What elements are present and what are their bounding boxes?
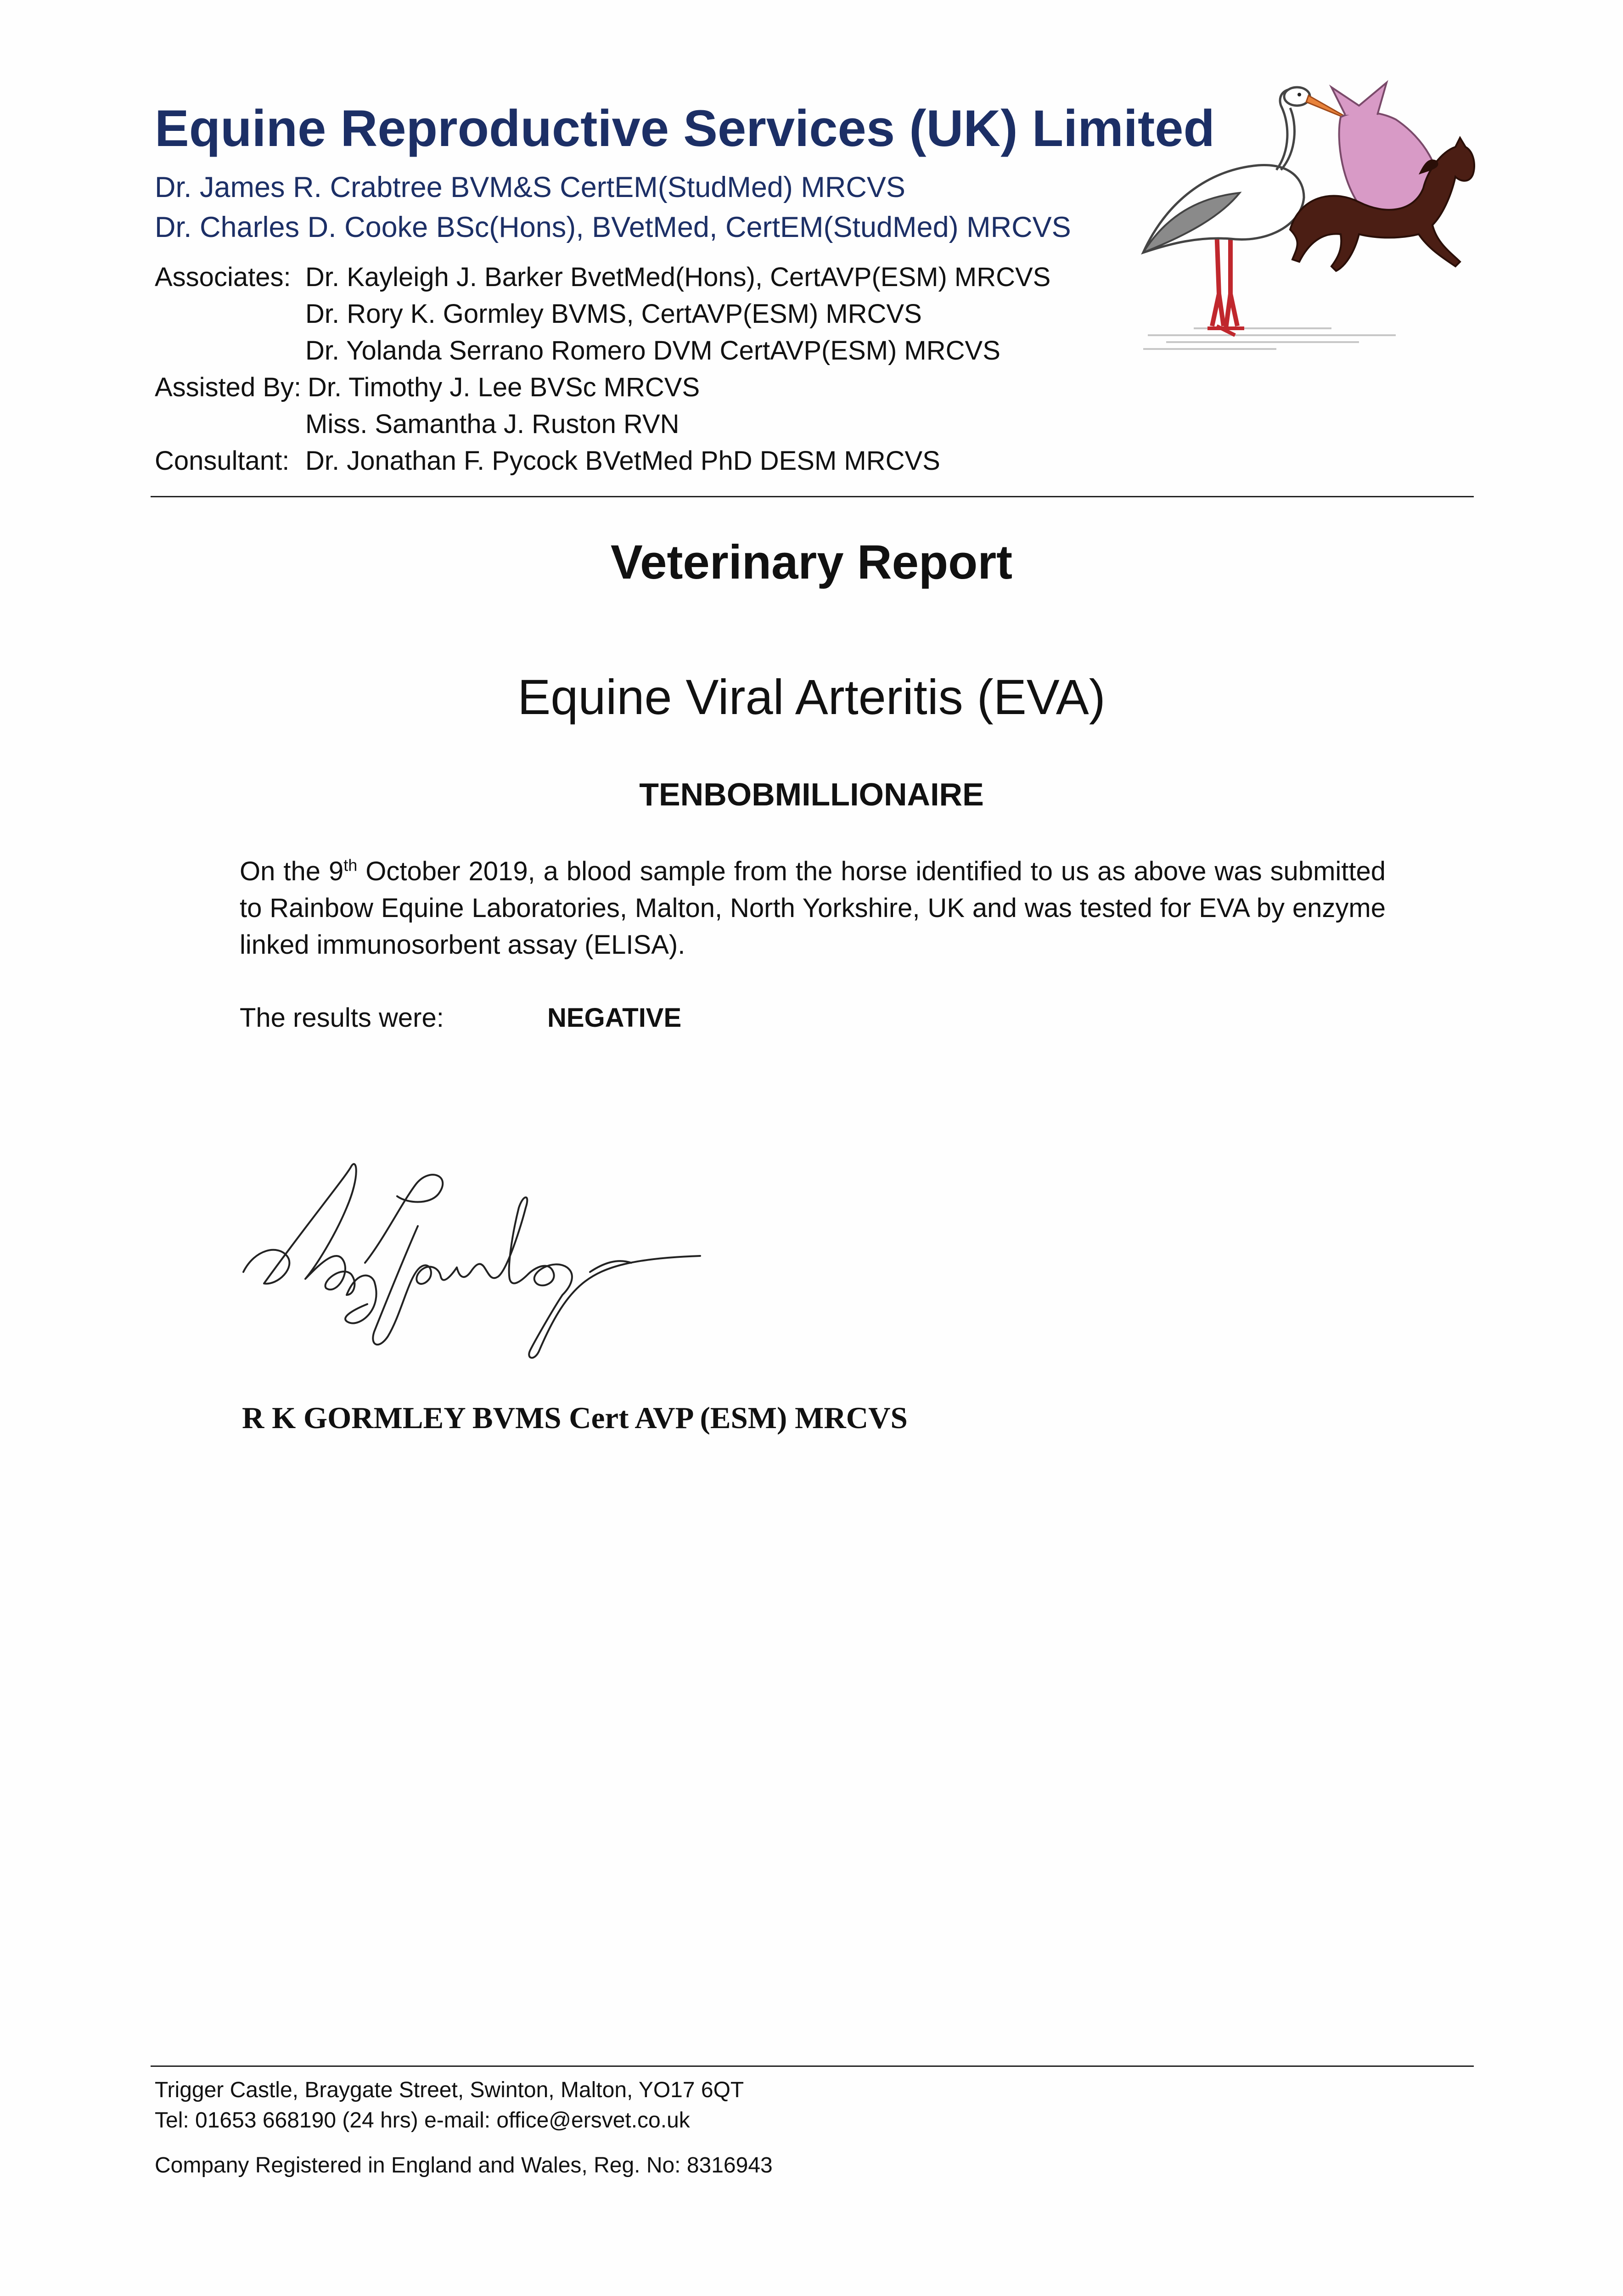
footer-divider (151, 2065, 1474, 2067)
header-divider (151, 496, 1474, 497)
company-name: Equine Reproductive Services (UK) Limited (155, 100, 1215, 157)
associate-1: Dr. Kayleigh J. Barker BvetMed(Hons), CertAVP(ESM) MRCVS (305, 262, 1051, 292)
director-2: Dr. Charles D. Cooke BSc(Hons), BVetMed, CertEM(StudMed) MRCVS (155, 211, 1071, 243)
results-value: NEGATIVE (547, 1003, 682, 1033)
handwritten-signature (236, 1157, 719, 1364)
signatory-name: R K GORMLEY BVMS Cert AVP (ESM) MRCVS (242, 1401, 908, 1435)
footer-registration: Company Registered in England and Wales, Reg. No: 8316943 (155, 2153, 773, 2178)
stork-carrying-foal-logo (1139, 78, 1478, 354)
assistant-2: Miss. Samantha J. Ruston RVN (305, 409, 680, 439)
footer-address: Trigger Castle, Braygate Street, Swinton, Malton, YO17 6QT (155, 2078, 744, 2102)
consultant-label: Consultant: (155, 446, 290, 476)
body-suffix: October 2019, a blood sample from the horse identified to us as above was submitted to Rainbow Equine Laboratories, Malton, North Yorkshire, UK and was tested for EVA by enzyme linked immunosorbent assay (ELISA). (240, 856, 1386, 960)
footer-contact: Tel: 01653 668190 (24 hrs) e-mail: office@ersvet.co.uk (155, 2108, 690, 2133)
body-superscript: th (343, 855, 358, 875)
associate-2: Dr. Rory K. Gormley BVMS, CertAVP(ESM) MRCVS (305, 299, 922, 329)
assistant-1: Dr. Timothy J. Lee BVSc MRCVS (308, 372, 700, 402)
associates-label: Associates: (155, 262, 291, 292)
horse-name: TENBOBMILLIONAIRE (639, 777, 984, 812)
report-subtitle: Equine Viral Arteritis (EVA) (517, 669, 1106, 725)
body-prefix: On the 9 (240, 856, 344, 886)
report-body (240, 853, 1386, 963)
assisted-label: Assisted By: (155, 372, 302, 402)
associate-3: Dr. Yolanda Serrano Romero DVM CertAVP(ESM) MRCVS (305, 336, 1000, 366)
report-title: Veterinary Report (610, 535, 1013, 589)
director-1: Dr. James R. Crabtree BVM&S CertEM(StudMed) MRCVS (155, 171, 905, 203)
results-label: The results were: (240, 1003, 444, 1033)
consultant-name: Dr. Jonathan F. Pycock BVetMed PhD DESM MRCVS (305, 446, 940, 476)
